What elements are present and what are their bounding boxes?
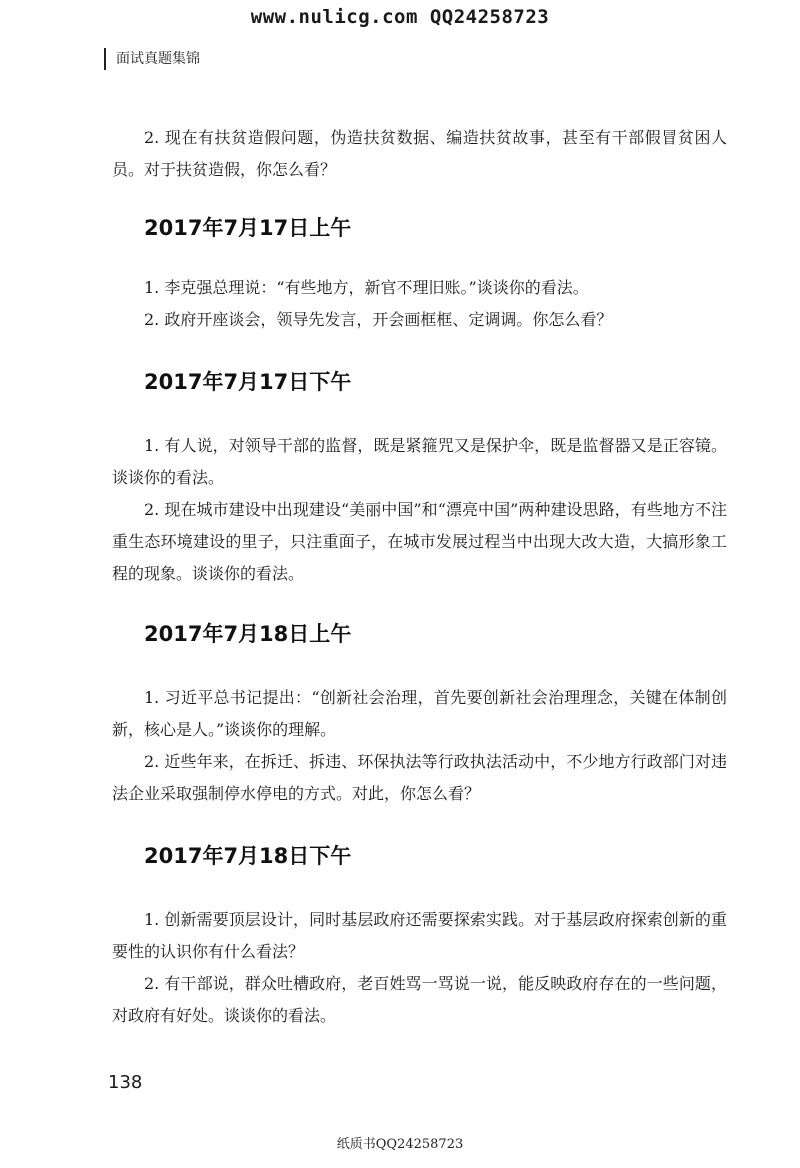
question-item: 2. 政府开座谈会，领导先发言，开会画框框、定调调。你怎么看？ <box>144 310 613 329</box>
question-item: 1. 习近平总书记提出：“创新社会治理，首先要创新社会治理理念，关键在体制创新，核心是人。”谈谈你的理解。 <box>112 688 727 739</box>
question-item: 2. 现在城市建设中出现建设“美丽中国”和“漂亮中国”两种建设思路，有些地方不注重生态环境建设的里子，只注重面子，在城市发展过程当中出现大改大造，大搞形象工程的现象。谈谈你的看法。 <box>112 500 727 583</box>
question-item: 1. 李克强总理说：“有些地方，新官不理旧账。”谈谈你的看法。 <box>144 278 589 297</box>
running-head: 面试真题集锦 <box>104 48 200 70</box>
top-banner: www.nulicg.com QQ24258723 <box>250 6 550 28</box>
section-0717-pm <box>112 368 727 590</box>
section-heading: 2017年7月18日上午 <box>144 622 352 646</box>
question-item: 2. 近些年来，在拆迁、拆违、环保执法等行政执法活动中，不少地方行政部门对违法企业采取强制停水停电的方式。对此，你怎么看？ <box>112 752 727 803</box>
section-heading: 2017年7月18日下午 <box>144 844 352 868</box>
section-0717-am <box>112 214 727 336</box>
question-item: 2. 有干部说，群众吐槽政府，老百姓骂一骂说一说，能反映政府存在的一些问题，对政府有好处。谈谈你的看法。 <box>112 974 727 1025</box>
section-heading: 2017年7月17日下午 <box>144 370 352 394</box>
section-0718-pm <box>112 842 727 1032</box>
question-item: 1. 有人说，对领导干部的监督，既是紧箍咒又是保护伞，既是监督器又是正容镜。谈谈你的看法。 <box>112 436 727 487</box>
section-heading: 2017年7月17日上午 <box>144 216 352 240</box>
section-0718-am <box>112 620 727 810</box>
page-number: 138 <box>108 1072 143 1093</box>
footer-note: 纸质书QQ24258723 <box>336 1137 464 1152</box>
question-item: 1. 创新需要顶层设计，同时基层政府还需要探索实践。对于基层政府探索创新的重要性的认识你有什么看法？ <box>112 910 727 961</box>
intro-question: 2. 现在有扶贫造假问题，伪造扶贫数据、编造扶贫故事，甚至有干部假冒贫困人员。对于扶贫造假，你怎么看？ <box>112 128 727 179</box>
